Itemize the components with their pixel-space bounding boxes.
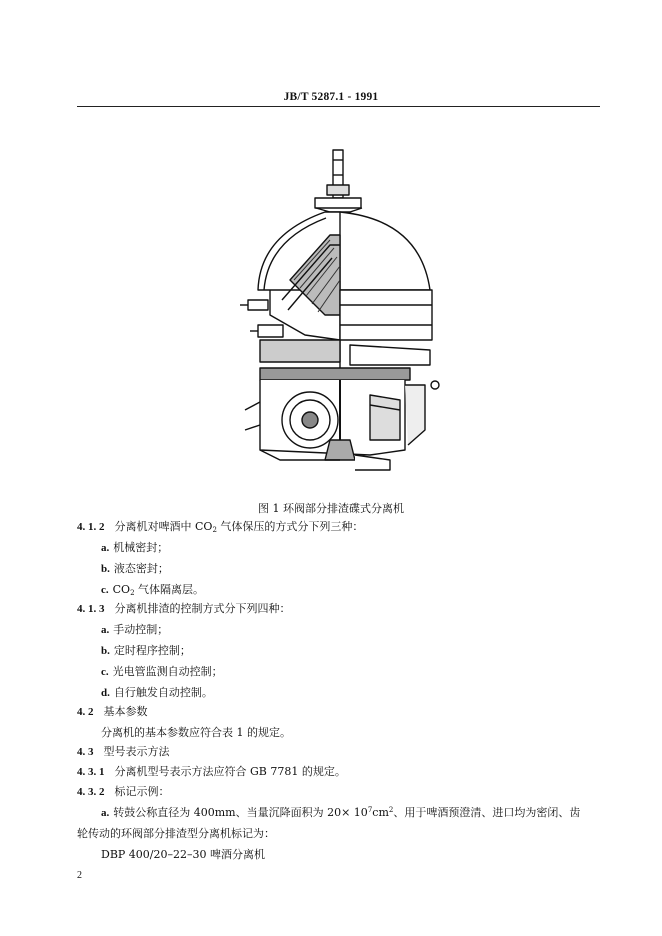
list-item: a. 手动控制； bbox=[101, 623, 169, 636]
figure-caption: 图 1 环阀部分排渣碟式分离机 bbox=[258, 502, 404, 515]
section-4-2-body: 分离机的基本参数应符合表 1 的规定。 bbox=[101, 726, 291, 739]
list-item: c. 光电管监测自动控制； bbox=[101, 665, 223, 678]
header-rule bbox=[77, 106, 600, 107]
page-number: 2 bbox=[77, 870, 82, 881]
list-item: b. 定时程序控制； bbox=[101, 644, 191, 657]
section-4-3: 4. 3 型号表示方法 bbox=[77, 745, 170, 758]
section-4-3-1: 4. 3. 1 分离机型号表示方法应符合 GB 7781 的规定。 bbox=[77, 765, 346, 778]
section-4-1-2: 4. 1. 2 分离机对啤酒中 $CO_2$ 气体保压的方式分下列三种： bbox=[77, 520, 364, 534]
example-line-2: 轮传动的环阀部分排渣型分离机标记为： bbox=[77, 827, 275, 840]
section-4-2: 4. 2 基本参数 bbox=[77, 705, 148, 718]
separator-drawing bbox=[230, 140, 450, 485]
list-item: b. 液态密封； bbox=[101, 562, 169, 575]
example-line-1: a. 转鼓公称直径为 400mm、当量沉降面积为 $20\times 10^7cm^2$、用于啤酒预澄清、进口均为密闭、齿 bbox=[101, 806, 581, 819]
list-item: c. $CO_2$ 气体隔离层。 bbox=[101, 583, 205, 597]
list-item: a. 机械密封； bbox=[101, 541, 169, 554]
document-header: JB/T 5287.1 - 1991 bbox=[283, 91, 379, 103]
example-designation: DBP 400/20–22–30 啤酒分离机 bbox=[101, 848, 265, 861]
section-4-1-3: 4. 1. 3 分离机排渣的控制方式分下列四种： bbox=[77, 602, 291, 615]
section-4-3-2: 4. 3. 2 标记示例： bbox=[77, 785, 170, 798]
list-item: d. 自行触发自动控制。 bbox=[101, 686, 213, 699]
